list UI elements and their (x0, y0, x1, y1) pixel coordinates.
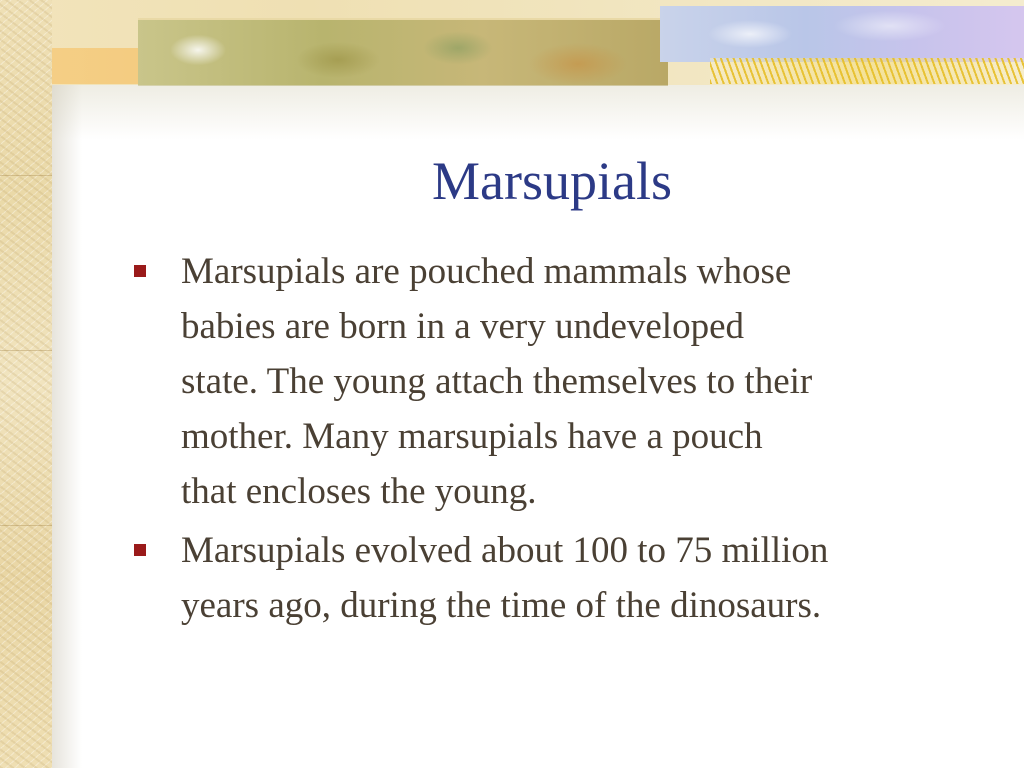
bullet-list (130, 244, 990, 637)
bullet-text: Marsupials evolved about 100 to 75 million years ago, during the time of the dinosaurs. (181, 530, 829, 626)
strip-seam (0, 525, 52, 526)
square-bullet-icon (134, 265, 146, 277)
bullet-item (130, 523, 990, 633)
bullet-text: Marsupials are pouched mammals whose babies are born in a very undeveloped state. The young attach themselves to their mother. Many marsupials have a pouch that encloses the young. (181, 251, 813, 512)
header-blue-image (660, 6, 1024, 62)
slide-title: Marsupials (432, 151, 672, 211)
strip-seam (0, 175, 52, 176)
left-parchment-strip (0, 0, 52, 768)
header-leaves-image (138, 18, 668, 86)
strip-seam (0, 350, 52, 351)
header-wheat-image (710, 58, 1024, 84)
square-bullet-icon (134, 544, 146, 556)
header-shadow (52, 85, 1024, 140)
bullet-item (130, 244, 990, 519)
